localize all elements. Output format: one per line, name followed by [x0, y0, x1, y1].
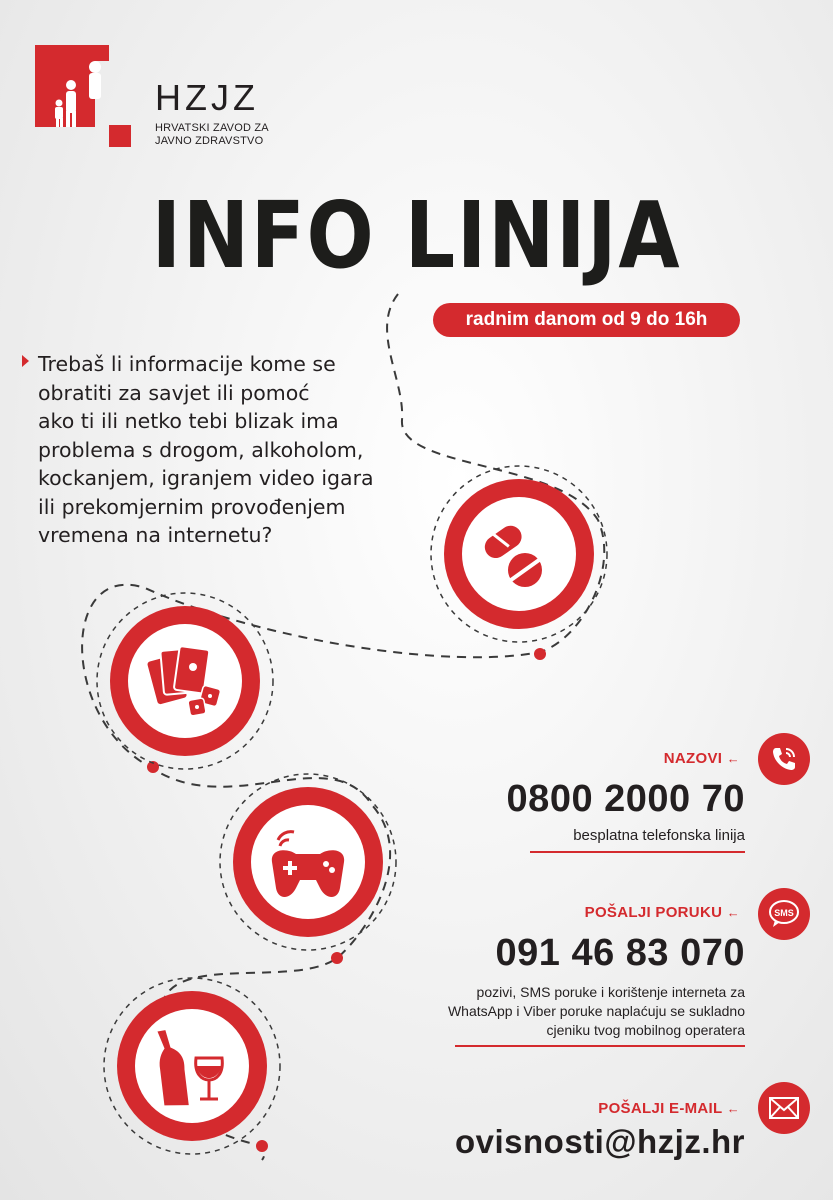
question-bullet — [22, 355, 29, 367]
email-address[interactable]: ovisnosti@hzjz.hr — [454, 1123, 745, 1160]
page-title: INFO LINIJA — [151, 182, 682, 289]
call-label: NAZOVI ← — [663, 750, 740, 767]
svg-text:SMS: SMS — [774, 908, 794, 918]
envelope-icon[interactable] — [758, 1082, 810, 1134]
question-text: Trebaš li informacije kome se obratiti za savjet ili pomoć ako ti ili netko tebi blizak ima problema s drogom, alkoholom, kockanjem, igranjem video igara ili prekomjernim provođenjem vremena na internetu? — [38, 352, 374, 547]
logo-name: HZJZ — [155, 77, 259, 118]
call-note: besplatna telefonska linija — [573, 827, 745, 844]
email-label: POŠALJI E-MAIL ← — [598, 1100, 740, 1117]
call-number[interactable]: 0800 2000 70 — [506, 778, 745, 820]
sms-icon[interactable] — [758, 888, 810, 940]
call-divider — [530, 851, 745, 853]
hours-badge: radnim danom od 9 do 16h — [433, 303, 740, 337]
logo-subtitle: HRVATSKI ZAVOD ZA JAVNO ZDRAVSTVO — [155, 122, 269, 147]
message-number[interactable]: 091 46 83 070 — [495, 932, 745, 974]
wine-icon — [104, 978, 280, 1154]
message-note: pozivi, SMS poruke i korištenje interneta za WhatsApp i Viber poruke naplaćuju se sukladno cjeniku tvog mobilnog operatera — [447, 984, 745, 1038]
phone-icon[interactable] — [758, 733, 810, 785]
message-divider — [455, 1045, 745, 1047]
hzjz-logo-mark — [35, 45, 135, 150]
cards-dice-icon — [97, 593, 273, 769]
pills-icon — [431, 466, 607, 642]
message-label: POŠALJI PORUKU ← — [584, 904, 740, 921]
